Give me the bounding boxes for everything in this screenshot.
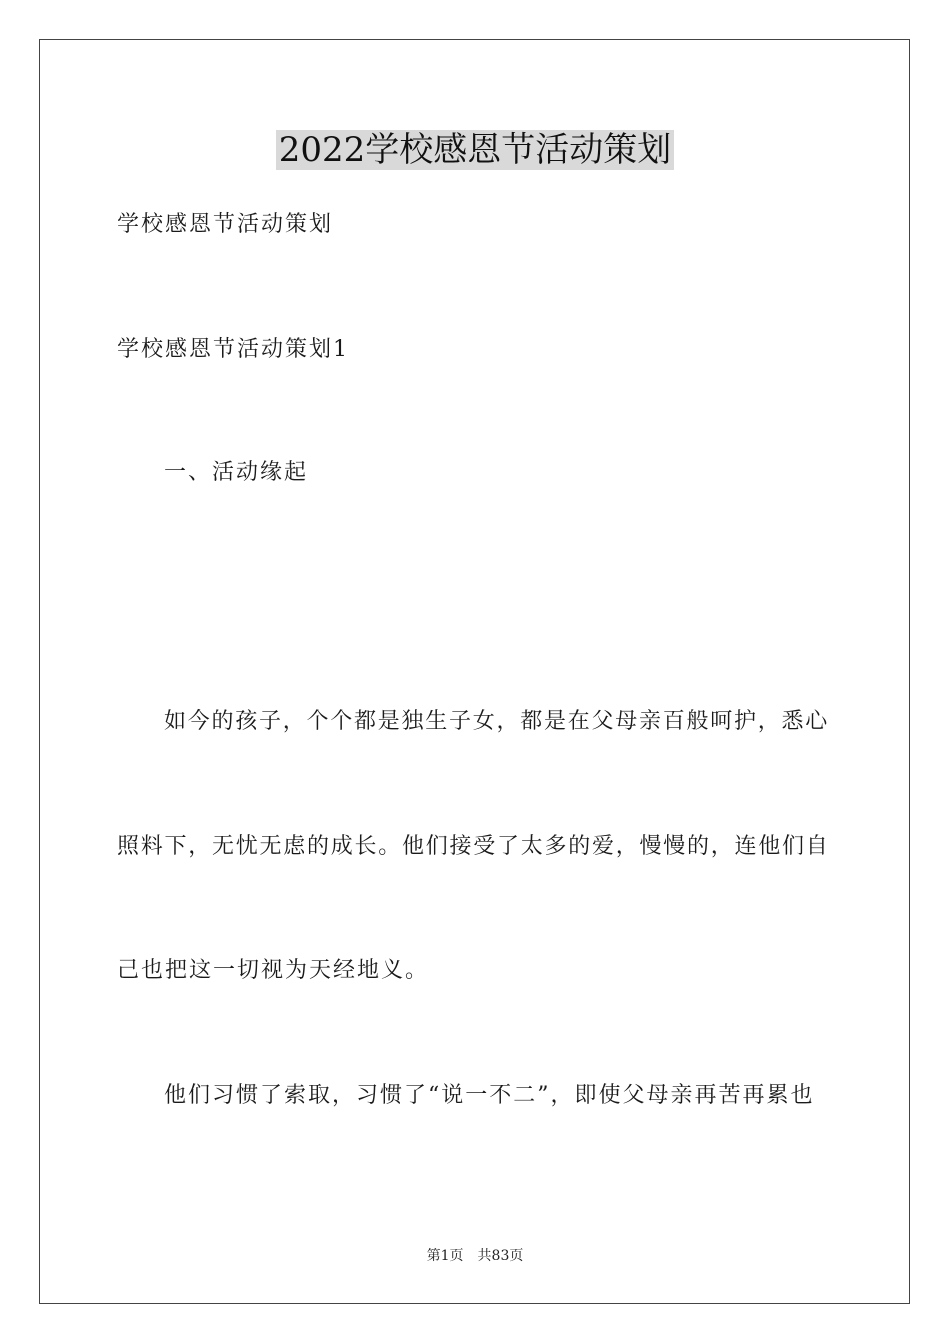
document-title bbox=[0, 128, 950, 172]
document-subtitle: 学校感恩节活动策划 bbox=[117, 212, 334, 237]
paragraph-line-1: 如今的孩子，个个都是独生子女，都是在父母亲百般呵护，悉心 bbox=[164, 709, 830, 734]
page-footer bbox=[0, 1247, 950, 1265]
section-heading: 学校感恩节活动策划1 bbox=[117, 337, 349, 362]
paragraph-line-3: 己也把这一切视为天经地义。 bbox=[117, 958, 430, 983]
title-highlight: 2022学校感恩节活动策划 bbox=[276, 130, 675, 170]
page-total: 共83页 bbox=[477, 1248, 524, 1264]
sub-heading: 一、活动缘起 bbox=[164, 460, 309, 485]
paragraph-line-2: 照料下，无忧无虑的成长。他们接受了太多的爱，慢慢的，连他们自 bbox=[117, 834, 830, 859]
page-number: 第1页 bbox=[426, 1248, 464, 1264]
paragraph-line-4: 他们习惯了索取，习惯了“说一不二”，即使父母亲再苦再累也 bbox=[164, 1083, 815, 1108]
